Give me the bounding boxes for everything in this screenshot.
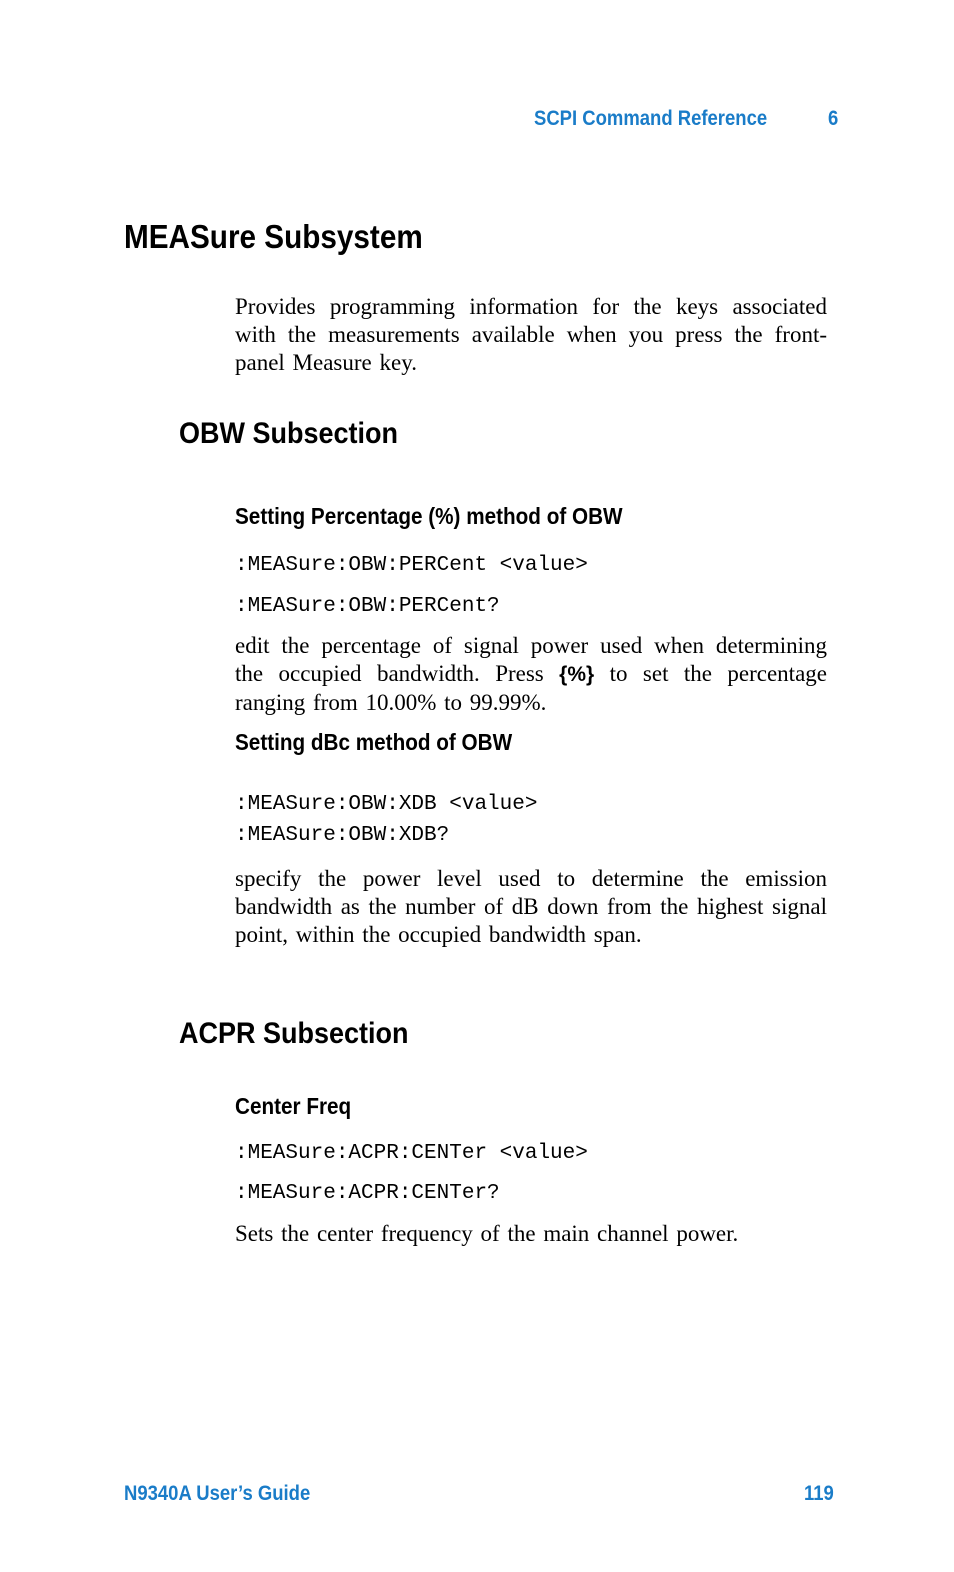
acpr-center-description: Sets the center frequency of the main channel power. [235,1221,739,1246]
obw-heading: OBW Subsection [179,417,399,450]
obw-dbc-heading: Setting dBc method of OBW [235,729,513,755]
obw-percent-desc-text: edit the percentage of signal power used when determining the occupied bandwidth. Press [235,633,827,686]
obw-percent-desc-text-end: to set the percentage ranging from 10.00% to 99.99%. [235,661,827,715]
obw-percent-heading: Setting Percentage (%) method of OBW [235,503,623,529]
obw-percent-description [235,632,827,717]
acpr-heading: ACPR Subsection [179,1017,409,1050]
intro-paragraph: Provides programming information for the keys associated with the measurements available when you press the front-panel Measure key. [235,294,827,375]
footer-guide-title: N9340A User’s Guide [124,1482,311,1505]
obw-dbc-description: specify the power level used to determine the emission bandwidth as the number of dB down from the highest signal point, within the occupied bandwidth span. [235,866,827,947]
footer-page-number: 119 [804,1482,834,1505]
running-header-chapter: 6 [828,107,839,130]
obw-dbc-query-command: :MEASure:OBW:XDB? [235,824,450,847]
percent-key-label: {%} [559,663,595,686]
acpr-center-set-command: :MEASure:ACPR:CENTer <value> [235,1142,588,1165]
running-header-section: SCPI Command Reference [534,107,768,130]
page-title: MEASure Subsystem [124,218,423,255]
obw-percent-set-command: :MEASure:OBW:PERCent <value> [235,554,588,577]
obw-dbc-set-command: :MEASure:OBW:XDB <value> [235,793,538,816]
acpr-center-query-command: :MEASure:ACPR:CENTer? [235,1182,500,1205]
obw-percent-query-command: :MEASure:OBW:PERCent? [235,595,500,618]
acpr-center-heading: Center Freq [235,1093,352,1119]
